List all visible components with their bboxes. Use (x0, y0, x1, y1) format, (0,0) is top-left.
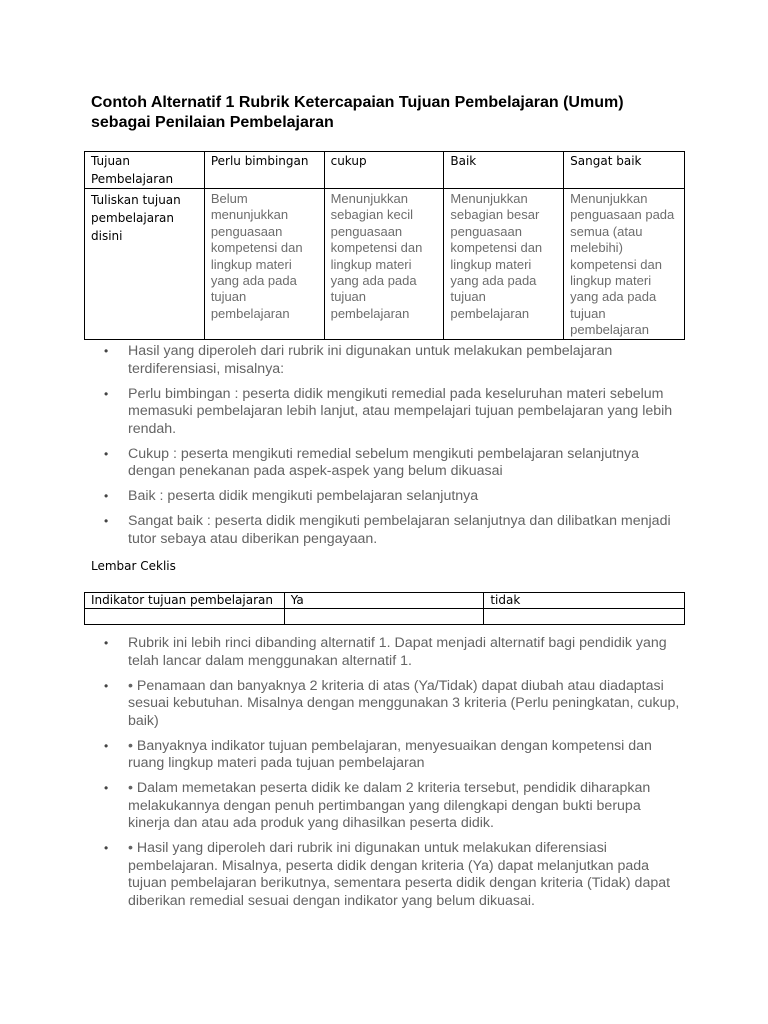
page-title: Contoh Alternatif 1 Rubrik Ketercapaian Tujuan Pembelajaran (Umum) sebagai Penilaian Pembelajaran (91, 94, 624, 131)
ceklis-header-row (85, 593, 685, 609)
header-perlu-bimbingan: Perlu bimbingan (204, 152, 324, 189)
list-item: • Rubrik ini lebih rinci dibanding alternatif 1. Dapat menjadi alternatif bagi pendidik yang telah lancar dalam menggunakan alternatif 1. (104, 635, 684, 670)
list-item: • Hasil yang diperoleh dari rubrik ini digunakan untuk melakukan pembelajaran terdiferensiasi, misalnya: (104, 343, 684, 378)
rubric-body-row (85, 189, 685, 340)
cell-cukup: Menunjukkan sebagian kecil penguasaan kompetensi dan lingkup materi yang ada pada tujuan pembelajaran (324, 189, 444, 340)
ceklis-table (84, 592, 685, 625)
ceklis-empty-row (85, 609, 685, 625)
header-indikator: Indikator tujuan pembelajaran (85, 593, 285, 609)
cell-empty (484, 609, 685, 625)
header-tidak: tidak (484, 593, 685, 609)
header-baik: Baik (444, 152, 564, 189)
ceklis-notes-list (104, 635, 684, 918)
cell-sangat-baik: Menunjukkan penguasaan pada semua (atau melebihi) kompetensi dan lingkup materi yang ada pada tujuan pembelajaran (564, 189, 685, 340)
header-sangat-baik: Sangat baik (564, 152, 685, 189)
cell-empty (85, 609, 285, 625)
cell-baik: Menunjukkan sebagian besar penguasaan kompetensi dan lingkup materi yang ada pada tujuan pembelajaran (444, 189, 564, 340)
rubric-header-row (85, 152, 685, 189)
section-subtitle: Lembar Ceklis (91, 559, 176, 573)
list-item: • Perlu bimbingan : peserta didik mengikuti remedial pada keseluruhan materi sebelum memasuki pembelajaran lebih lanjut, atau mempelajari tujuan pembelajaran yang lebih rendah. (104, 386, 684, 439)
rubric-table (84, 151, 685, 340)
header-tujuan: Tujuan Pembelajaran (85, 152, 205, 189)
list-item: • Baik : peserta didik mengikuti pembelajaran selanjutnya (104, 488, 684, 506)
list-item: • Cukup : peserta mengikuti remedial sebelum mengikuti pembelajaran selanjutnya dengan penekanan pada aspek-aspek yang belum dikuasai (104, 446, 684, 481)
list-item: • Sangat baik : peserta didik mengikuti pembelajaran selanjutnya dan dilibatkan menjadi tutor sebaya atau diberikan pengayaan. (104, 513, 684, 548)
list-item: • • Penamaan dan banyaknya 2 kriteria di atas (Ya/Tidak) dapat diubah atau diadaptasi sesuai kebutuhan. Misalnya dengan menggunakan 3 kriteria (Perlu peningkatan, cukup, baik) (104, 678, 684, 731)
cell-empty (284, 609, 484, 625)
header-ya: Ya (284, 593, 484, 609)
cell-tujuan: Tuliskan tujuan pembelajaran disini (85, 189, 205, 340)
header-cukup: cukup (324, 152, 444, 189)
list-item: • • Hasil yang diperoleh dari rubrik ini digunakan untuk melakukan diferensiasi pembelajaran. Misalnya, peserta didik dengan kriteria (Ya) dapat melanjutkan pada tujuan pembelajaran berikutnya, sementara peserta didik dengan kriteria (Tidak) dapat diberikan remedial sesuai dengan indikator yang belum dikuasai. (104, 840, 684, 910)
list-item: • • Dalam memetakan peserta didik ke dalam 2 kriteria tersebut, pendidik diharapkan melakukannya dengan penuh pertimbangan yang dilengkapi dengan bukti berupa kinerja dan atau ada produk yang dihasilkan peserta didik. (104, 780, 684, 833)
rubric-notes-list (104, 343, 684, 556)
cell-perlu-bimbingan: Belum menunjukkan penguasaan kompetensi dan lingkup materi yang ada pada tujuan pembelajaran (204, 189, 324, 340)
list-item: • • Banyaknya indikator tujuan pembelajaran, menyesuaikan dengan kompetensi dan ruang lingkup materi pada tujuan pembelajaran (104, 738, 684, 773)
